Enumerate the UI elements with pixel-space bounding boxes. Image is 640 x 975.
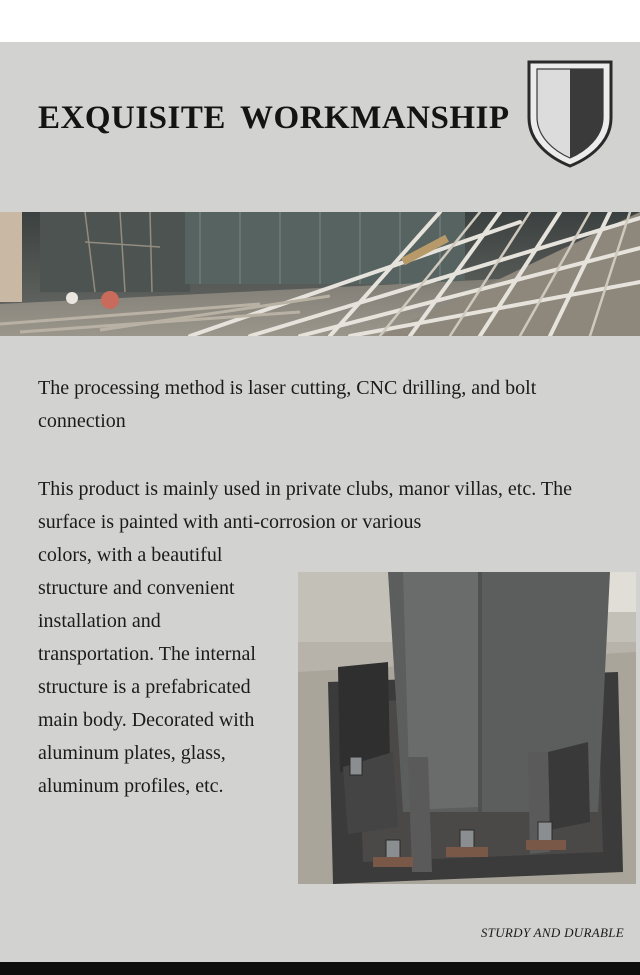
shield-icon [524, 56, 616, 170]
paragraph-usage: This product is mainly used in private clubs, manor villas, etc. The surface is painted with anti-corrosion or various [38, 478, 572, 533]
page-title: EXQUISITE WORKMANSHIP [38, 100, 510, 136]
construction-site-photo [0, 212, 640, 336]
bottom-bar [0, 962, 640, 975]
footer-tagline: STURDY AND DURABLE [480, 925, 624, 940]
paragraph-usage-continued: colors, with a beautiful structure and convenient installation and transportation. The internal structure is a prefabricated main body. Decorated with aluminum plates, glass, aluminum profiles, etc. [38, 544, 256, 797]
steel-column-base-photo [298, 572, 636, 884]
paragraph-processing: The processing method is laser cutting, CNC drilling, and bolt connection [38, 377, 537, 432]
